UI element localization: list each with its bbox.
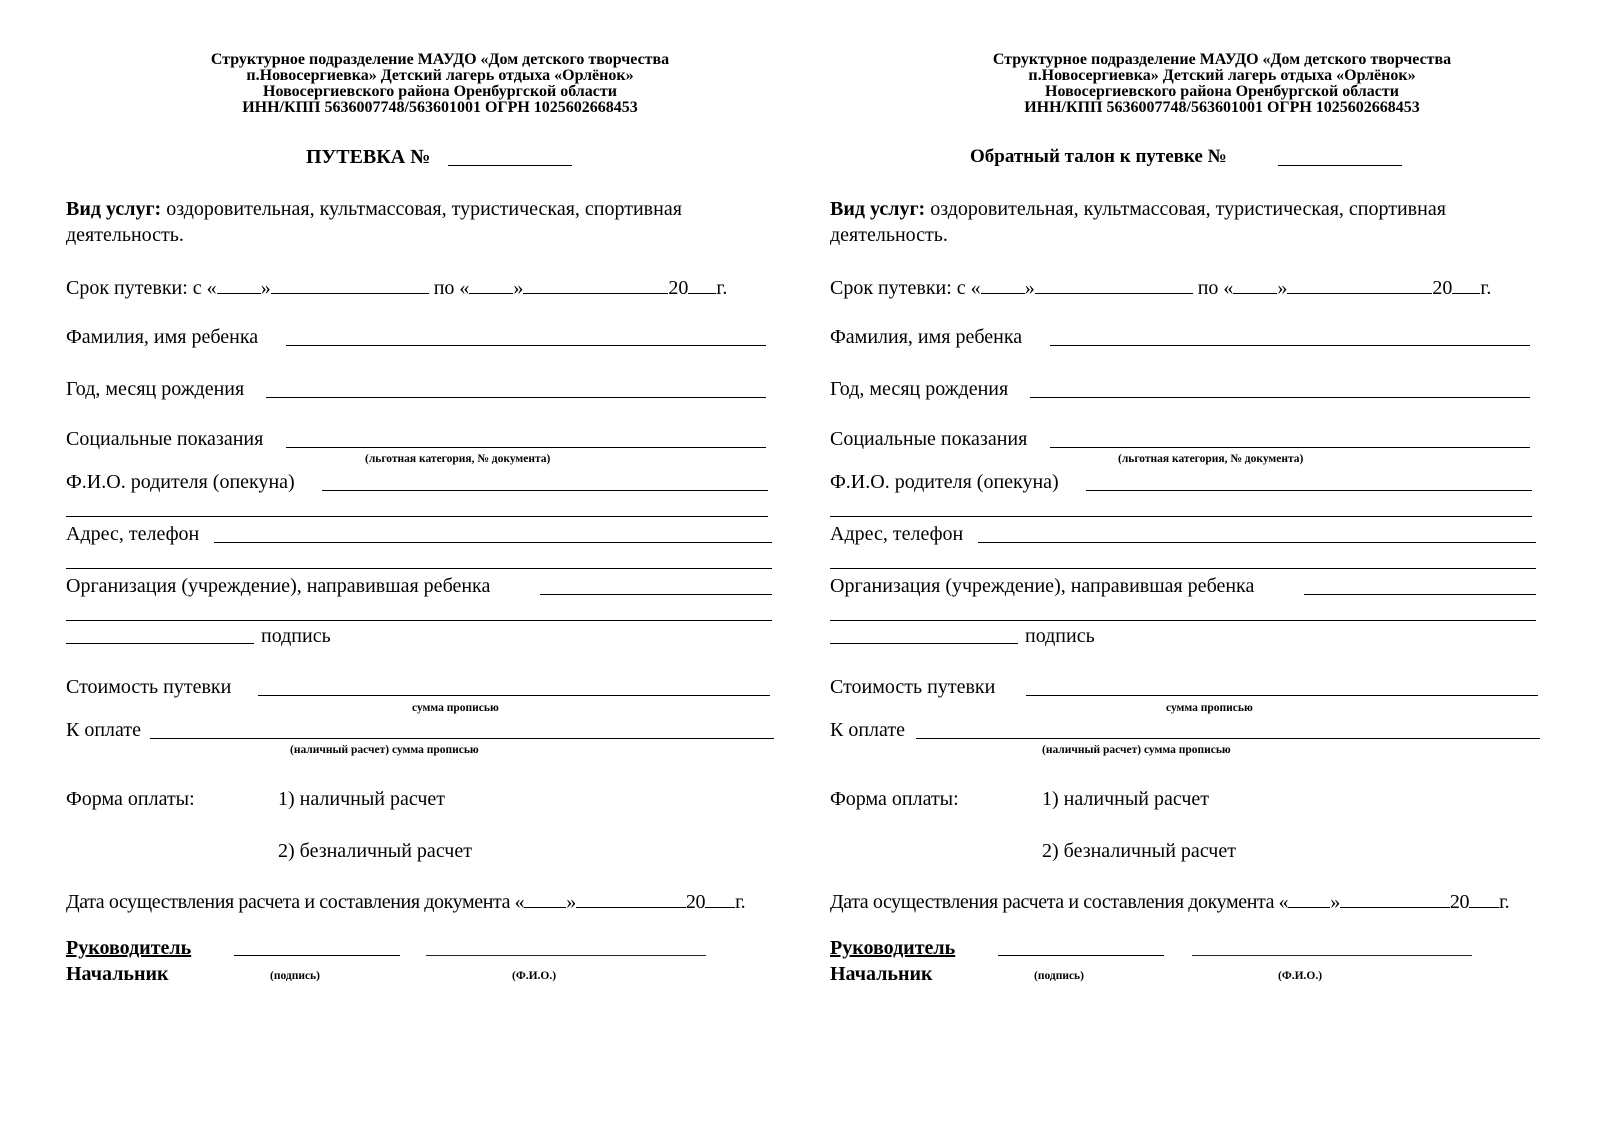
year-prefix: 20: [668, 277, 689, 299]
year-prefix: 20: [1449, 891, 1470, 913]
signature-label: подпись: [261, 625, 331, 647]
close-quote: »: [566, 891, 576, 913]
address-field-line2[interactable]: [66, 568, 772, 569]
date-line: [830, 889, 1509, 913]
services-text: оздоровительная, культмассовая, туристическая, спортивная: [161, 198, 682, 220]
services-text-2: деятельность.: [66, 224, 184, 246]
director-fio-field[interactable]: [426, 955, 706, 956]
organization-field[interactable]: [1304, 594, 1536, 595]
date-year-field[interactable]: [705, 889, 735, 908]
cost-field[interactable]: [1026, 695, 1538, 696]
date-month-field[interactable]: [1340, 889, 1450, 908]
org-header-line3: Новосергиевского района Оренбургской области: [1045, 83, 1399, 100]
payment-form-label: Форма оплаты:: [66, 788, 195, 810]
org-header-line2: п.Новосергиевка» Детский лагерь отдыха «Орлёнок»: [246, 67, 634, 84]
term-to-month-field[interactable]: [523, 275, 668, 294]
address-label: Адрес, телефон: [830, 523, 964, 545]
child-name-label: Фамилия, имя ребенка: [66, 326, 259, 348]
organization-label: Организация (учреждение), направившая ребенка: [830, 575, 1255, 597]
payment-form-label: Форма оплаты:: [830, 788, 959, 810]
org-header-line2: п.Новосергиевка» Детский лагерь отдыха «Орлёнок»: [1028, 67, 1416, 84]
to-pay-label: К оплате: [66, 719, 141, 741]
parent-label: Ф.И.О. родителя (опекуна): [830, 471, 1059, 493]
term-line: [830, 275, 1491, 299]
social-label: Социальные показания: [830, 428, 1028, 450]
year-prefix: 20: [685, 891, 706, 913]
sign-caption: (подпись): [270, 970, 320, 982]
director-fio-field[interactable]: [1192, 955, 1472, 956]
to-pay-caption: (наличный расчет) сумма прописью: [290, 744, 479, 756]
signature-label: подпись: [1025, 625, 1095, 647]
to-pay-field[interactable]: [916, 738, 1540, 739]
child-name-label: Фамилия, имя ребенка: [830, 326, 1023, 348]
voucher-panel: [0, 0, 780, 1131]
close-quote: »: [260, 277, 271, 299]
date-year-field[interactable]: [1469, 889, 1499, 908]
term-to-day-field[interactable]: [1233, 275, 1277, 294]
org-header-line4: ИНН/КПП 5636007748/563601001 ОГРН 1025602668453: [1024, 99, 1420, 116]
social-field[interactable]: [1050, 447, 1530, 448]
org-header-line4: ИНН/КПП 5636007748/563601001 ОГРН 1025602668453: [242, 99, 638, 116]
services-line: [66, 198, 682, 220]
parent-field[interactable]: [1086, 490, 1532, 491]
term-to-day-field[interactable]: [469, 275, 513, 294]
social-label: Социальные показания: [66, 428, 264, 450]
year-suffix: г.: [735, 891, 746, 913]
term-year-field[interactable]: [688, 275, 716, 294]
org-header-line3: Новосергиевского района Оренбургской области: [263, 83, 617, 100]
signature-field[interactable]: [830, 643, 1018, 644]
cost-label: Стоимость путевки: [66, 676, 232, 698]
term-mid: по «: [433, 277, 470, 299]
close-quote: »: [1024, 277, 1035, 299]
address-field[interactable]: [214, 542, 772, 543]
social-field[interactable]: [286, 447, 766, 448]
parent-field[interactable]: [322, 490, 768, 491]
fio-caption: (Ф.И.О.): [512, 970, 557, 982]
to-pay-field[interactable]: [150, 738, 774, 739]
term-year-field[interactable]: [1452, 275, 1480, 294]
close-quote: »: [513, 277, 524, 299]
parent-field-line2[interactable]: [66, 516, 768, 517]
social-caption: (льготная категория, № документа): [1118, 453, 1304, 465]
year-prefix: 20: [1432, 277, 1453, 299]
social-caption: (льготная категория, № документа): [365, 453, 551, 465]
term-prefix: Срок путевки: с «: [830, 277, 981, 299]
payment-option-noncash: 2) безналичный расчет: [1042, 840, 1236, 862]
close-quote: »: [1330, 891, 1340, 913]
term-line: [66, 275, 727, 299]
organization-field[interactable]: [540, 594, 772, 595]
year-suffix: г.: [1499, 891, 1510, 913]
services-text: оздоровительная, культмассовая, туристическая, спортивная: [925, 198, 1446, 220]
term-from-month-field[interactable]: [1035, 275, 1193, 294]
date-label: Дата осуществления расчета и составления документа «: [830, 891, 1289, 913]
return-stub-title: Обратный талон к путевке №: [970, 146, 1227, 167]
close-quote: »: [1277, 277, 1288, 299]
date-month-field[interactable]: [576, 889, 686, 908]
term-from-month-field[interactable]: [271, 275, 429, 294]
organization-field-line2[interactable]: [830, 620, 1536, 621]
term-prefix: Срок путевки: с «: [66, 277, 217, 299]
to-pay-caption: (наличный расчет) сумма прописью: [1042, 744, 1231, 756]
chief-label: Начальник: [66, 963, 169, 985]
services-label: Вид услуг:: [830, 198, 926, 220]
organization-field-line2[interactable]: [66, 620, 772, 621]
sign-caption: (подпись): [1034, 970, 1084, 982]
term-mid: по «: [1197, 277, 1234, 299]
year-suffix: г.: [716, 277, 728, 299]
child-name-field[interactable]: [286, 345, 766, 346]
address-label: Адрес, телефон: [66, 523, 200, 545]
voucher-number-field[interactable]: [448, 165, 572, 166]
payment-option-cash: 1) наличный расчет: [278, 788, 446, 810]
director-label: Руководитель: [66, 937, 192, 959]
services-line: [830, 198, 1446, 220]
cost-field[interactable]: [258, 695, 770, 696]
to-pay-label: К оплате: [830, 719, 905, 741]
organization-label: Организация (учреждение), направившая ребенка: [66, 575, 491, 597]
parent-field-line2[interactable]: [830, 516, 1532, 517]
address-field[interactable]: [978, 542, 1536, 543]
fio-caption: (Ф.И.О.): [1278, 970, 1323, 982]
date-day-field[interactable]: [1288, 889, 1330, 908]
payment-option-cash: 1) наличный расчет: [1042, 788, 1210, 810]
cost-caption: сумма прописью: [1166, 702, 1253, 714]
birth-field[interactable]: [1030, 397, 1530, 398]
signature-field[interactable]: [66, 643, 254, 644]
director-label: Руководитель: [830, 937, 956, 959]
voucher-title: ПУТЕВКА №: [306, 146, 431, 168]
payment-option-noncash: 2) безналичный расчет: [278, 840, 472, 862]
date-day-field[interactable]: [524, 889, 566, 908]
term-from-day-field[interactable]: [981, 275, 1025, 294]
date-label: Дата осуществления расчета и составления документа «: [66, 891, 525, 913]
return-stub-panel: [782, 0, 1562, 1131]
date-line: [66, 889, 745, 913]
org-header-line1: Структурное подразделение МАУДО «Дом детского творчества: [210, 51, 670, 68]
director-signature-field[interactable]: [234, 955, 400, 956]
cost-caption: сумма прописью: [412, 702, 499, 714]
chief-label: Начальник: [830, 963, 933, 985]
parent-label: Ф.И.О. родителя (опекуна): [66, 471, 295, 493]
child-name-field[interactable]: [1050, 345, 1530, 346]
term-to-month-field[interactable]: [1287, 275, 1432, 294]
cost-label: Стоимость путевки: [830, 676, 996, 698]
address-field-line2[interactable]: [830, 568, 1536, 569]
birth-field[interactable]: [266, 397, 766, 398]
return-stub-number-field[interactable]: [1278, 165, 1402, 166]
term-from-day-field[interactable]: [217, 275, 261, 294]
director-signature-field[interactable]: [998, 955, 1164, 956]
year-suffix: г.: [1480, 277, 1492, 299]
birth-label: Год, месяц рождения: [66, 378, 245, 400]
org-header-line1: Структурное подразделение МАУДО «Дом детского творчества: [992, 51, 1452, 68]
services-text-2: деятельность.: [830, 224, 948, 246]
services-label: Вид услуг:: [66, 198, 162, 220]
birth-label: Год, месяц рождения: [830, 378, 1009, 400]
